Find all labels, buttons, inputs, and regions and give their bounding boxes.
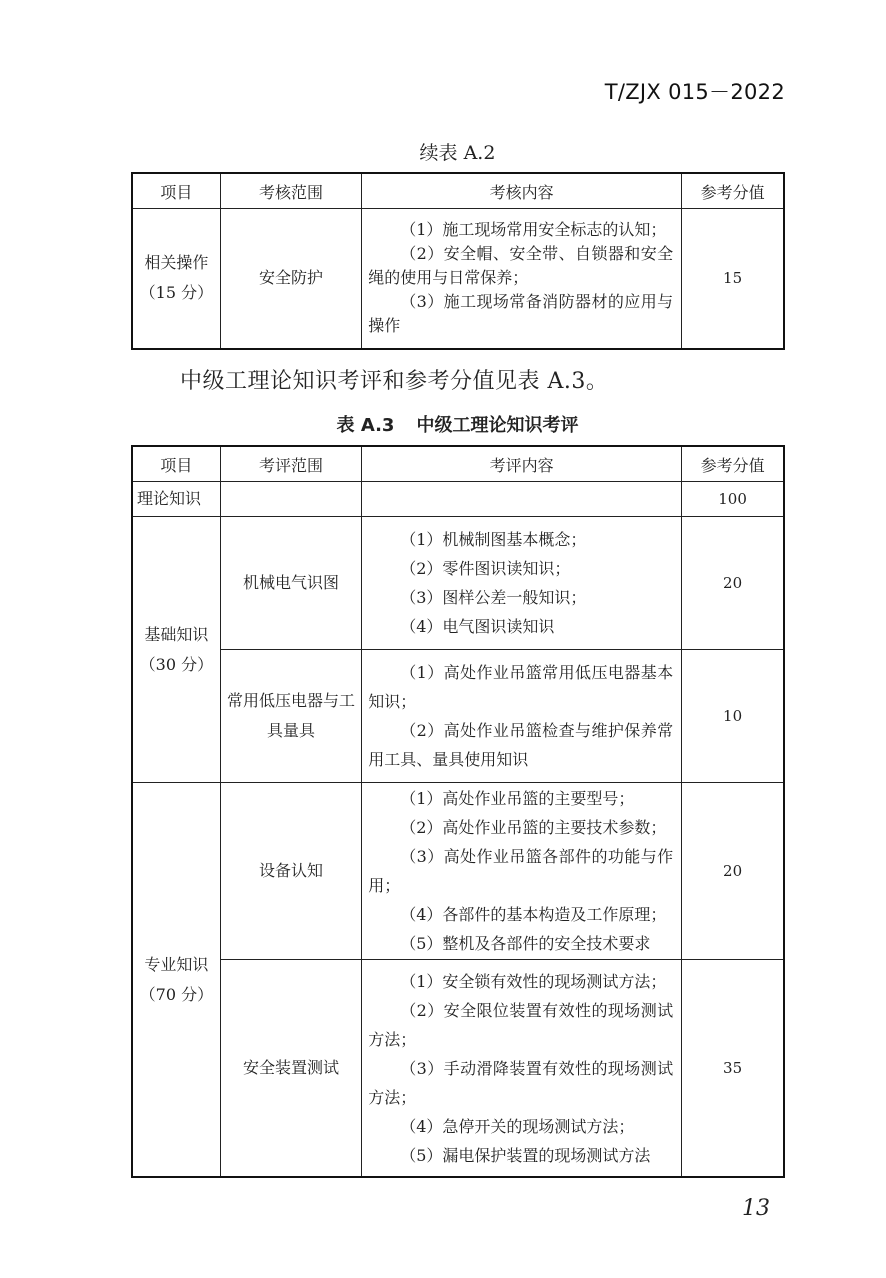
content-item: （5）漏电保护装置的现场测试方法 — [400, 1145, 651, 1165]
content-cell — [362, 517, 682, 650]
table-row — [132, 960, 784, 1178]
intro-paragraph: 中级工理论知识考评和参考分值见表 A.3。 — [180, 369, 609, 394]
table-a3-caption — [131, 411, 784, 437]
range-cell: 安全装置测试 — [220, 960, 361, 1178]
score-cell: 20 — [682, 783, 784, 960]
table-row — [132, 517, 784, 650]
column-header-score: 参考分值 — [682, 173, 784, 209]
table-header-row — [132, 173, 784, 209]
range-cell: 常用低压电器与工具量具 — [220, 650, 361, 783]
table-header-row — [132, 446, 784, 482]
table-a2 — [131, 172, 785, 350]
content-item: （2）安全帽、安全带、自锁器和安全绳的使用与日常保养； — [368, 244, 674, 288]
category-score: （15 分） — [139, 283, 214, 303]
table-row — [132, 209, 784, 349]
category-cell — [132, 517, 220, 783]
content-item: （2）安全限位装置有效性的现场测试方法； — [368, 1000, 674, 1049]
content-item: （3）高处作业吊篮各部件的功能与作用； — [368, 847, 674, 895]
score-cell: 100 — [682, 482, 784, 517]
content-item: （3）手动滑降装置有效性的现场测试方法； — [368, 1058, 674, 1107]
content-item: （4）各部件的基本构造及工作原理； — [400, 905, 667, 924]
score-cell: 15 — [682, 209, 784, 349]
document-code: T/ZJX 015－2022 — [604, 80, 785, 104]
content-cell — [362, 783, 682, 960]
table-a2-caption: 续表 A.2 — [419, 142, 496, 164]
content-item: （1）施工现场常用安全标志的认知； — [400, 220, 667, 240]
content-item: （1）安全锁有效性的现场测试方法； — [400, 971, 667, 991]
content-item: （1）机械制图基本概念； — [400, 530, 587, 549]
content-item: （2）高处作业吊篮检查与维护保养常用工具、量具使用知识 — [368, 721, 674, 769]
content-item: （2）高处作业吊篮的主要技术参数； — [400, 818, 667, 837]
column-header-content: 考评内容 — [362, 446, 682, 482]
column-header-item: 项目 — [132, 446, 220, 482]
content-cell — [362, 209, 682, 349]
category-cell — [132, 783, 220, 1178]
content-item: （1）高处作业吊篮常用低压电器基本知识； — [368, 663, 674, 711]
content-cell — [362, 650, 682, 783]
column-header-range: 考核范围 — [220, 173, 361, 209]
score-cell: 35 — [682, 960, 784, 1178]
table-row-theory — [132, 482, 784, 517]
table-row — [132, 783, 784, 960]
table-a3-title: 中级工理论知识考评 — [416, 415, 579, 436]
content-item: （4）急停开关的现场测试方法； — [400, 1116, 635, 1136]
content-cell — [362, 960, 682, 1178]
column-header-item: 项目 — [132, 173, 220, 209]
content-item: （5）整机及各部件的安全技术要求 — [400, 934, 651, 953]
table-a3-number: 表 A.3 — [336, 415, 395, 436]
category-score: （30 分） — [139, 654, 214, 674]
category-score: （70 分） — [139, 984, 214, 1004]
column-header-score: 参考分值 — [682, 446, 784, 482]
content-item: （2）零件图识读知识； — [400, 559, 571, 578]
category-label: 相关操作 — [144, 253, 209, 273]
range-cell — [220, 482, 361, 517]
column-header-range: 考评范围 — [220, 446, 361, 482]
range-cell: 设备认知 — [220, 783, 361, 960]
score-cell: 20 — [682, 517, 784, 650]
content-cell — [362, 482, 682, 517]
table-a3 — [131, 445, 785, 1178]
content-item: （4）电气图识读知识 — [400, 617, 555, 636]
category-label: 专业知识 — [144, 954, 209, 974]
page-number: 13 — [742, 1196, 770, 1221]
category-label: 基础知识 — [144, 624, 209, 644]
score-cell: 10 — [682, 650, 784, 783]
table-row — [132, 650, 784, 783]
range-cell: 机械电气识图 — [220, 517, 361, 650]
range-cell: 安全防护 — [220, 209, 361, 349]
content-item: （3）图样公差一般知识； — [400, 588, 587, 607]
content-item: （3）施工现场常备消防器材的应用与操作 — [368, 292, 674, 336]
category-cell: 理论知识 — [132, 482, 220, 517]
column-header-content: 考核内容 — [362, 173, 682, 209]
category-cell — [132, 209, 220, 349]
content-item: （1）高处作业吊篮的主要型号； — [400, 789, 635, 808]
